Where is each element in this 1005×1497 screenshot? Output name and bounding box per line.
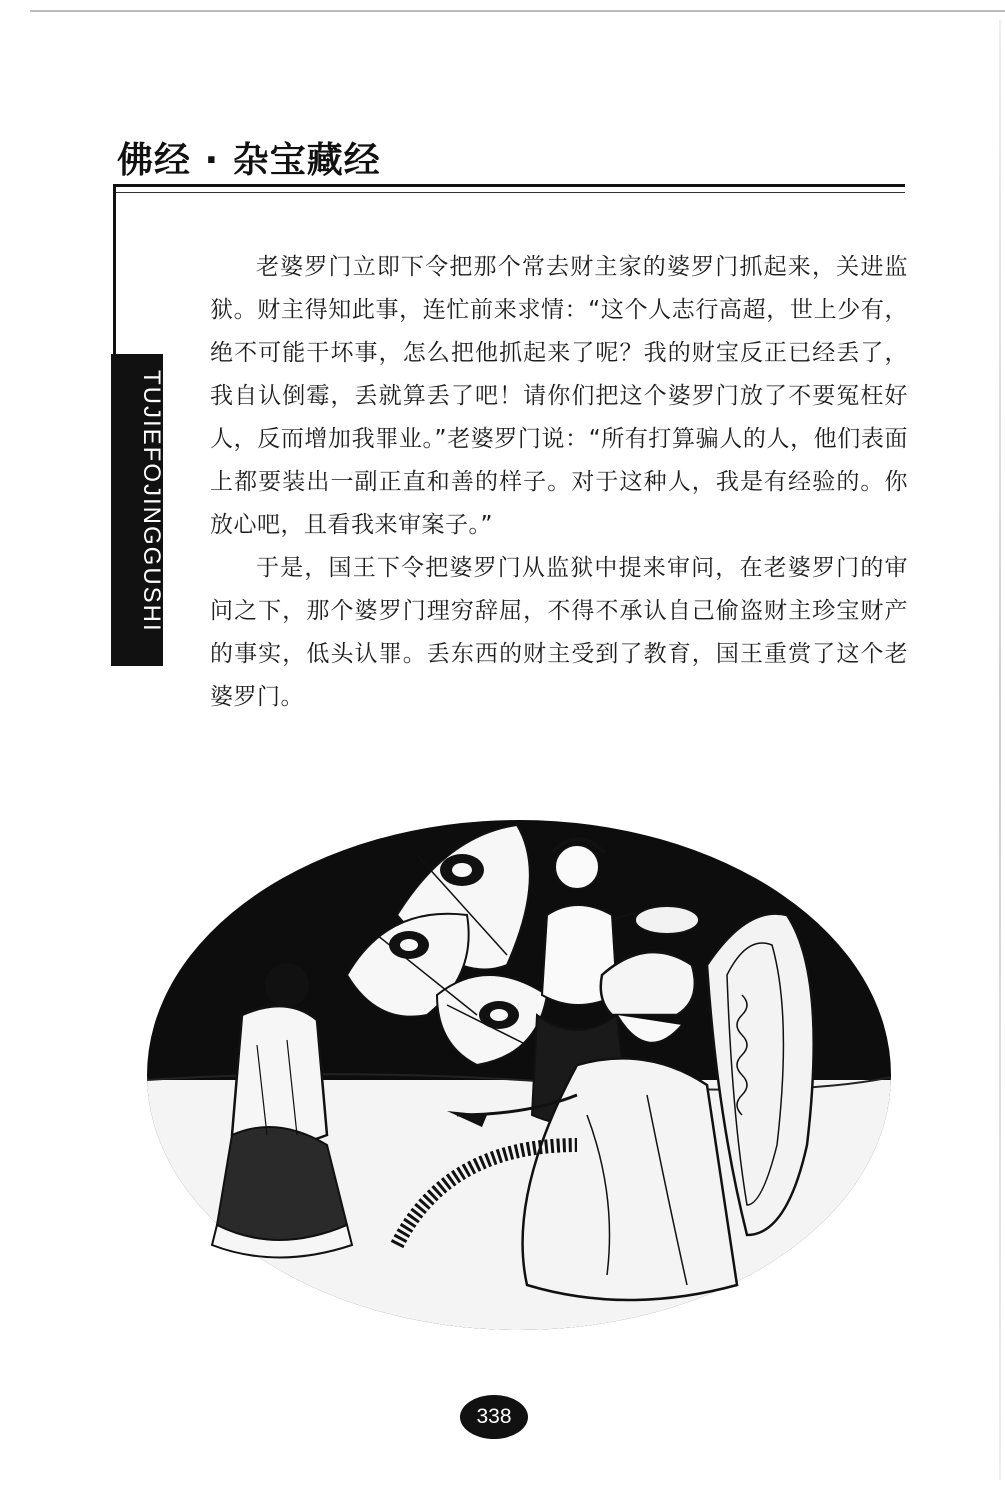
page-number: 338: [460, 1395, 528, 1439]
scan-top-edge: [30, 10, 1005, 12]
page-header-title: 佛经 · 杂宝藏经: [117, 140, 381, 181]
paragraph-2: 于是，国王下令把婆罗门从监狱中提来审问，在老婆罗门的审问之下，那个婆罗门理穷辞屈，不得不承认自己偷盗财主珍宝财产的事实，低头认罪。丢东西的财主受到了教育，国王重赏了这个老婆罗门。: [210, 555, 908, 710]
story-text: [210, 246, 908, 719]
side-tab-label: TUJIEFOJINGGUSHI: [138, 370, 165, 633]
header-rule-thin: [113, 192, 905, 193]
scan-right-edge: [999, 20, 1001, 1480]
paragraph-1: 老婆罗门立即下令把那个常去财主家的婆罗门抓起来，关进监狱。财主得知此事，连忙前来求情：“这个人志行高超，世上少有，绝不可能干坏事，怎么把他抓起来了呢？我的财宝反正已经丢了，我自认倒霉，丢就算丢了吧！请你们把这个婆罗门放了不要冤枉好人，反而增加我罪业。”老婆罗门说：“所有打算骗人的人，他们表面上都要装出一副正直和善的样子。对于这种人，我是有经验的。你放心吧，且看我来审案子。”: [210, 254, 908, 538]
margin-bar: [113, 184, 116, 354]
header-rule: [113, 184, 905, 187]
story-illustration: [147, 815, 892, 1335]
